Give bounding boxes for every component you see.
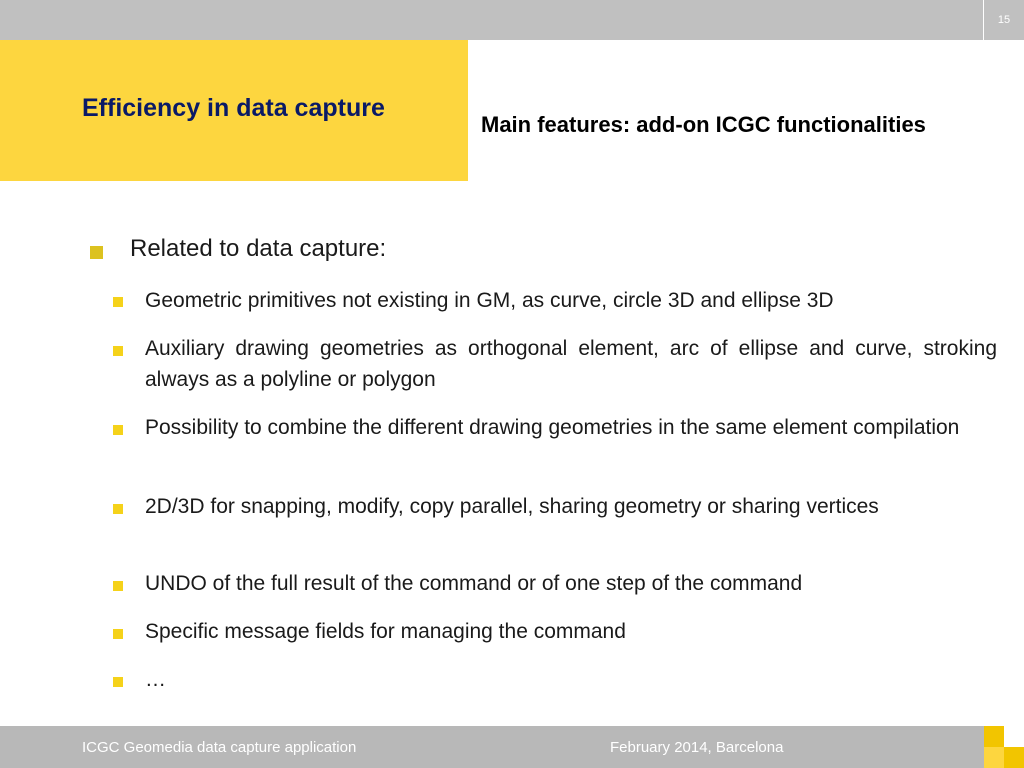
icgc-logo-icon [984,726,1024,768]
bullet-square-icon [90,246,103,259]
footer-right-text: February 2014, Barcelona [610,739,784,756]
slide-subtitle: Main features: add-on ICGC functionalities [481,112,926,137]
list-item: Possibility to combine the different drawing geometries in the same element compilation [145,416,960,439]
footer-left-text: ICGC Geomedia data capture application [82,739,357,756]
slide-title: Efficiency in data capture [82,94,385,122]
bullet-square-icon [113,629,123,639]
section-heading: Related to data capture: [130,235,387,262]
bullet-square-icon [113,677,123,687]
bullet-square-icon [113,581,123,591]
list-item: … [145,668,166,691]
list-item: Geometric primitives not existing in GM, as curve, circle 3D and ellipse 3D [145,289,834,312]
bullet-square-icon [113,297,123,307]
bullet-square-icon [113,346,123,356]
bullet-square-icon [113,425,123,435]
list-item: Specific message fields for managing the command [145,620,626,643]
list-item: 2D/3D for snapping, modify, copy parallel, sharing geometry or sharing vertices [145,495,879,518]
list-item: UNDO of the full result of the command or of one step of the command [145,572,803,595]
list-item: Auxiliary drawing geometries as orthogonal element, arc of ellipse and curve, stroking always as a polyline or polygon [145,337,997,391]
page-number: 15 [997,14,1011,26]
bullet-square-icon [113,504,123,514]
